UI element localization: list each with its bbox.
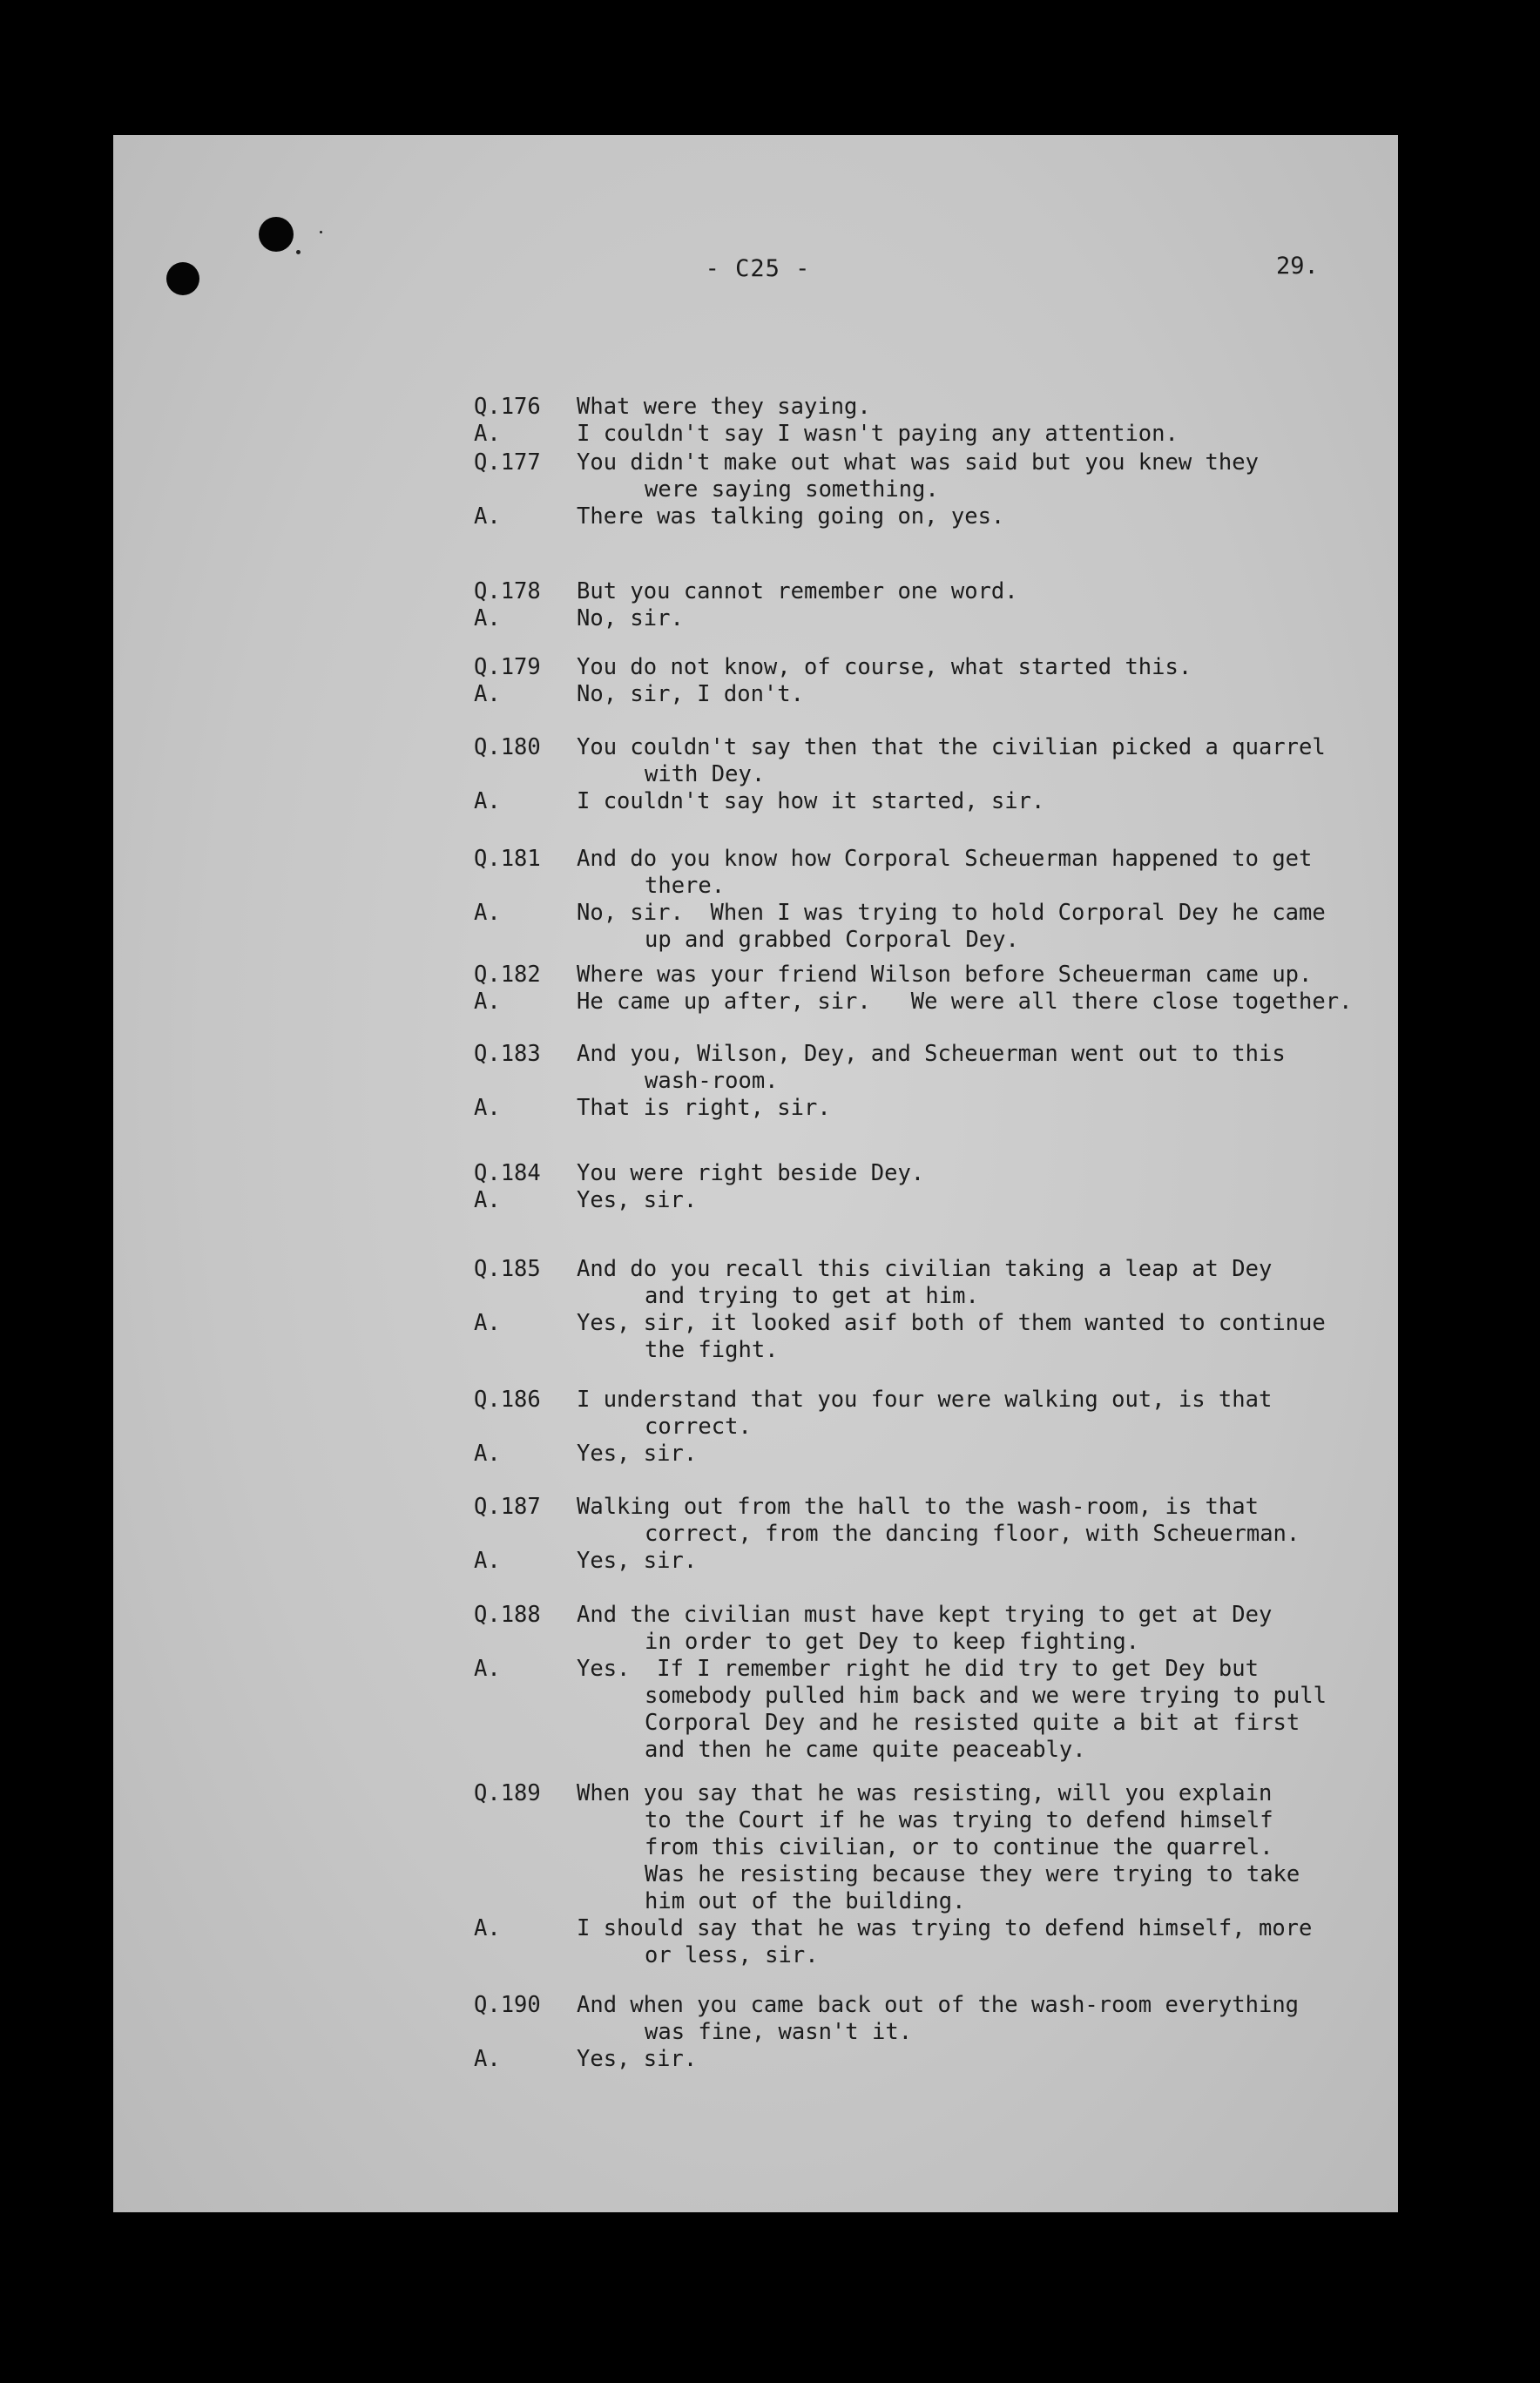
question-line (113, 761, 1398, 788)
answer-label: A. (474, 681, 501, 707)
question-line (113, 1160, 1398, 1187)
question-text: with Dey. (645, 761, 766, 787)
question-text: And when you came back out of the wash-room everything (577, 1992, 1300, 2018)
question-label: Q.183 (474, 1041, 541, 1067)
answer-text: Yes, sir. (577, 2046, 698, 2072)
question-text: I understand that you four were walking out, is that (577, 1387, 1273, 1413)
answer-label: A. (474, 1548, 501, 1574)
qa-entry (113, 449, 1398, 530)
answer-label: A. (474, 605, 501, 631)
question-line (113, 873, 1398, 900)
question-text: Was he resisting because they were trying to take (645, 1861, 1300, 1887)
question-line (113, 734, 1398, 761)
answer-line (113, 2046, 1398, 2073)
question-line (113, 578, 1398, 605)
question-label: Q.180 (474, 734, 541, 760)
question-line (113, 449, 1398, 476)
answer-text: Yes. If I remember right he did try to get Dey but (577, 1656, 1259, 1682)
answer-label: A. (474, 503, 501, 530)
answer-line (113, 1548, 1398, 1575)
answer-label: A. (474, 1656, 501, 1682)
question-line (113, 1861, 1398, 1888)
qa-entry (113, 962, 1398, 1016)
answer-text: up and grabbed Corporal Dey. (645, 927, 1019, 953)
page-number: 29. (1276, 253, 1319, 280)
answer-label: A. (474, 1310, 501, 1336)
qa-entry (113, 1256, 1398, 1364)
question-line (113, 1041, 1398, 1068)
question-text: You were right beside Dey. (577, 1160, 925, 1186)
question-line (113, 1888, 1398, 1915)
question-label: Q.178 (474, 578, 541, 604)
answer-line (113, 681, 1398, 708)
answer-text: He came up after, sir. We were all there close together. (577, 989, 1353, 1015)
answer-text: I couldn't say how it started, sir. (577, 788, 1045, 814)
answer-text: No, sir. When I was trying to hold Corporal Dey he came (577, 900, 1326, 926)
question-label: Q.181 (474, 846, 541, 872)
answer-text: No, sir, I don't. (577, 681, 804, 707)
question-line (113, 1494, 1398, 1521)
answer-text: I should say that he was trying to defend himself, more (577, 1915, 1313, 1941)
question-text: correct, from the dancing floor, with Scheuerman. (645, 1521, 1300, 1547)
document-page (113, 135, 1398, 2212)
qa-entry (113, 846, 1398, 954)
question-text: wash-room. (645, 1068, 779, 1094)
question-label: Q.185 (474, 1256, 541, 1282)
question-line (113, 1602, 1398, 1629)
qa-entry (113, 1041, 1398, 1122)
question-label: Q.179 (474, 654, 541, 680)
qa-entry (113, 1780, 1398, 1969)
answer-line (113, 1187, 1398, 1214)
question-text: And do you know how Corporal Scheuerman happened to get (577, 846, 1313, 872)
answer-line (113, 1441, 1398, 1468)
answer-line (113, 1337, 1398, 1364)
question-label: Q.182 (474, 962, 541, 988)
answer-text: somebody pulled him back and we were trying to pull (645, 1683, 1327, 1709)
punch-hole-mark (259, 217, 294, 252)
answer-line (113, 1095, 1398, 1122)
question-line (113, 654, 1398, 681)
question-text: You couldn't say then that the civilian picked a quarrel (577, 734, 1326, 760)
answer-text: There was talking going on, yes. (577, 503, 1005, 530)
answer-text: Yes, sir. (577, 1441, 698, 1467)
qa-entry (113, 654, 1398, 708)
question-line (113, 1283, 1398, 1310)
question-line (113, 846, 1398, 873)
answer-label: A. (474, 1187, 501, 1213)
qa-entry (113, 734, 1398, 815)
answer-text: Corporal Dey and he resisted quite a bit at first (645, 1710, 1300, 1736)
question-line (113, 1414, 1398, 1441)
answer-text: Yes, sir. (577, 1548, 698, 1574)
ink-speck (320, 231, 322, 233)
question-text: And the civilian must have kept trying to get at Dey (577, 1602, 1273, 1628)
question-line (113, 2019, 1398, 2046)
question-line (113, 1521, 1398, 1548)
question-line (113, 962, 1398, 989)
question-text: But you cannot remember one word. (577, 578, 1018, 604)
question-text: in order to get Dey to keep fighting. (645, 1629, 1140, 1655)
question-line (113, 1068, 1398, 1095)
question-text: When you say that he was resisting, will you explain (577, 1780, 1273, 1806)
question-line (113, 476, 1398, 503)
question-label: Q.187 (474, 1494, 541, 1520)
question-line (113, 1992, 1398, 2019)
answer-line (113, 1683, 1398, 1710)
question-text: him out of the building. (645, 1888, 966, 1914)
answer-text: and then he came quite peaceably. (645, 1737, 1086, 1763)
question-text: to the Court if he was trying to defend himself (645, 1807, 1273, 1833)
answer-label: A. (474, 2046, 501, 2072)
question-text: And you, Wilson, Dey, and Scheuerman went out to this (577, 1041, 1286, 1067)
answer-text: No, sir. (577, 605, 684, 631)
question-text: And do you recall this civilian taking a leap at Dey (577, 1256, 1273, 1282)
answer-line (113, 421, 1398, 448)
ink-speck (296, 250, 301, 254)
question-text: Walking out from the hall to the wash-room, is that (577, 1494, 1259, 1520)
question-text: was fine, wasn't it. (645, 2019, 913, 2045)
question-text: You do not know, of course, what started this. (577, 654, 1192, 680)
question-text: there. (645, 873, 726, 899)
qa-entry (113, 1160, 1398, 1214)
answer-line (113, 788, 1398, 815)
question-label: Q.189 (474, 1780, 541, 1806)
answer-text: That is right, sir. (577, 1095, 831, 1121)
answer-text: Yes, sir, it looked asif both of them wanted to continue (577, 1310, 1326, 1336)
question-line (113, 1629, 1398, 1656)
answer-line (113, 1310, 1398, 1337)
punch-hole-mark (166, 262, 199, 295)
answer-label: A. (474, 989, 501, 1015)
question-text: and trying to get at him. (645, 1283, 979, 1309)
answer-line (113, 1915, 1398, 1942)
question-line (113, 1256, 1398, 1283)
answer-line (113, 989, 1398, 1016)
question-text: correct. (645, 1414, 752, 1440)
qa-entry (113, 1602, 1398, 1764)
qa-entry (113, 578, 1398, 632)
question-text: from this civilian, or to continue the quarrel. (645, 1834, 1273, 1860)
answer-line (113, 1656, 1398, 1683)
question-text: You didn't make out what was said but you knew they (577, 449, 1259, 476)
question-label: Q.177 (474, 449, 541, 476)
question-line (113, 1807, 1398, 1834)
answer-label: A. (474, 1441, 501, 1467)
question-text: Where was your friend Wilson before Scheuerman came up. (577, 962, 1313, 988)
question-line (113, 394, 1398, 421)
qa-entry (113, 1992, 1398, 2073)
answer-text: or less, sir. (645, 1942, 819, 1968)
question-line (113, 1780, 1398, 1807)
question-text: What were they saying. (577, 394, 871, 420)
qa-entry (113, 394, 1398, 448)
answer-line (113, 900, 1398, 927)
question-label: Q.176 (474, 394, 541, 420)
answer-label: A. (474, 421, 501, 447)
answer-text: the fight. (645, 1337, 779, 1363)
answer-line (113, 1737, 1398, 1764)
question-text: were saying something. (645, 476, 939, 503)
question-label: Q.184 (474, 1160, 541, 1186)
answer-label: A. (474, 788, 501, 814)
answer-text: Yes, sir. (577, 1187, 698, 1213)
question-line (113, 1834, 1398, 1861)
answer-label: A. (474, 900, 501, 926)
answer-line (113, 1942, 1398, 1969)
answer-line (113, 927, 1398, 954)
answer-line (113, 605, 1398, 632)
question-label: Q.190 (474, 1992, 541, 2018)
question-label: Q.188 (474, 1602, 541, 1628)
answer-text: I couldn't say I wasn't paying any attention. (577, 421, 1179, 447)
answer-line (113, 1710, 1398, 1737)
question-label: Q.186 (474, 1387, 541, 1413)
answer-line (113, 503, 1398, 530)
answer-label: A. (474, 1915, 501, 1941)
document-code: - C25 - (705, 255, 811, 282)
qa-entry (113, 1494, 1398, 1575)
question-line (113, 1387, 1398, 1414)
qa-entry (113, 1387, 1398, 1468)
answer-label: A. (474, 1095, 501, 1121)
